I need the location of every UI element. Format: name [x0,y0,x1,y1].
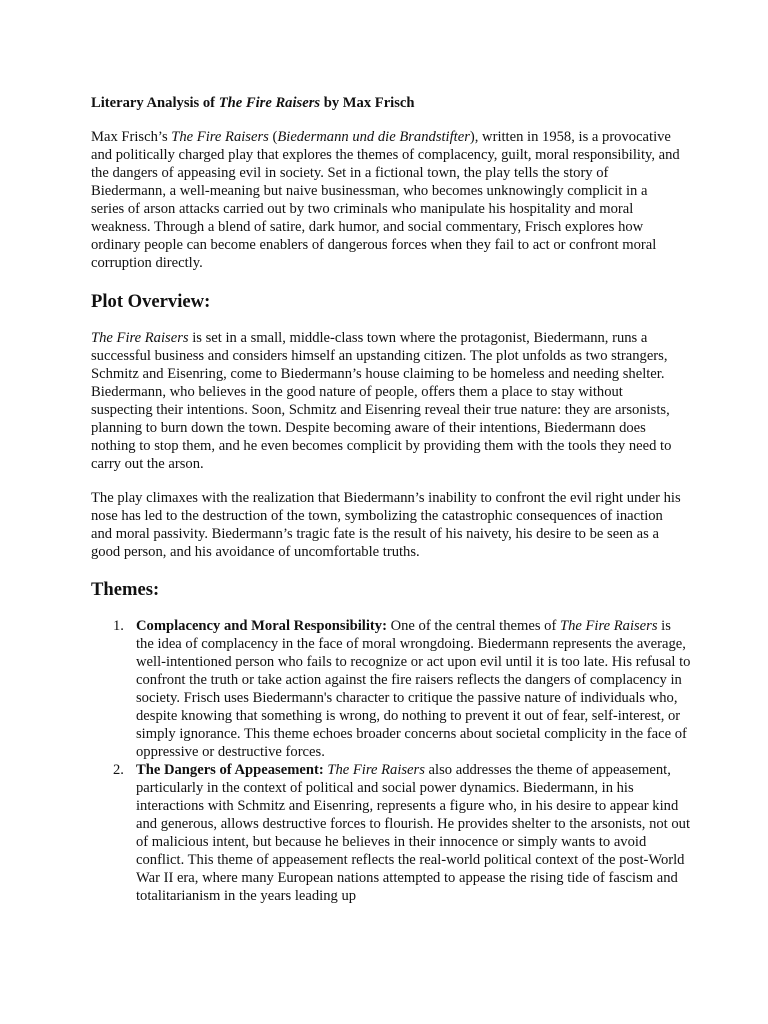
plot-work-title: The Fire Raisers [91,330,189,346]
title-prefix: Literary Analysis of [91,95,219,111]
plot-paragraph-2: The play climaxes with the realization that Biedermann’s inability to confront the evil right under his nose has led to the destruction of the town, symbolizing the catastrophic consequences of inaction and moral passivity. Biedermann’s tragic fate is the result of his naivety, his desire to be seen as a good person, and his avoidance of uncomfortable truths. [91,490,681,560]
list-number: 1. [113,618,124,634]
title-suffix: by Max Frisch [320,95,415,111]
theme-text-b: also addresses the theme of appeasement, particularly in the context of political and social power dynamics. Biedermann, in his interactions with Schmitz and Eisenring, represents a figure who, in his desire to appear kind and generous, allows destructive forces to flourish. He provides shelter to the arsonists, not out of malicious intent, but because he believes in their innocence or simply wants to avoid conflict. This theme of appeasement reflects the real-world political context of the post-World War II era, where many European nations attempted to appease the rising tide of fascism and totalitarianism in the years leading up [136,762,691,904]
intro-work-title: The Fire Raisers [171,129,269,145]
theme-text-a: One of the central themes of [386,618,560,634]
intro-text-3: ), written in 1958, is a provocative and politically charged play that explores the themes of complacency, guilt, moral responsibility, and the dangers of appeasing evil in society. Set in a fictional town, the play tells the story of Biedermann, a well-meaning but naive businessman, who becomes unknowingly complicit in a series of arson attacks carried out by two criminals who manipulate his hospitality and moral weakness. Through a blend of satire, dark humor, and social commentary, Frisch explores how ordinary people can become enablers of dangerous forces when they fail to act or confront moral corruption directly. [91,129,680,271]
plot-text-1: is set in a small, middle-class town where the protagonist, Biedermann, runs a successful business and considers himself an upstanding citizen. The plot unfolds as two strangers, Schmitz and Eisenring, come to Biedermann’s house claiming to be homeless and needing shelter. Biedermann, who believes in the good nature of people, offers them a place to stay without suspecting their intentions. Soon, Schmitz and Eisenring reveal their true nature: they are arsonists, planning to burn down the town. Despite becoming aware of their intentions, Biedermann does nothing to stop them, and he even becomes complicit by providing them with the tools they need to carry out the arson. [91,330,672,472]
theme-work-title: The Fire Raisers [559,618,658,634]
list-item [91,617,691,761]
theme-work-title: The Fire Raisers [327,762,425,778]
themes-list [91,617,691,905]
theme-label: The Dangers of Appeasement: [136,762,324,778]
intro-paragraph [91,128,681,272]
intro-original-title: Biedermann und die Brandstifter [277,129,470,145]
title-work: The Fire Raisers [218,95,321,111]
theme-label: Complacency and Moral Responsibility: [136,618,387,634]
list-item [91,761,691,905]
document-title [91,94,415,112]
plot-heading: Plot Overview: [91,291,211,312]
plot-paragraph-1 [91,329,681,473]
list-number: 2. [113,762,124,778]
themes-heading: Themes: [91,579,160,600]
intro-text-1: Max Frisch’s [91,129,172,145]
theme-text-b: is the idea of complacency in the face of moral wrongdoing. Biedermann represents the average, well-intentioned person who fails to recognize or act upon evil until it is too late. His refusal to confront the truth or take action against the fire raisers reflects the dangers of complacency in society. Frisch uses Biedermann's character to critique the passive nature of individuals who, despite knowing that something is wrong, do nothing to prevent it out of fear, self-interest, or simply ignorance. This theme echoes broader concerns about societal complicity in the face of oppressive or destructive forces. [136,618,691,760]
intro-text-2: ( [268,129,278,145]
